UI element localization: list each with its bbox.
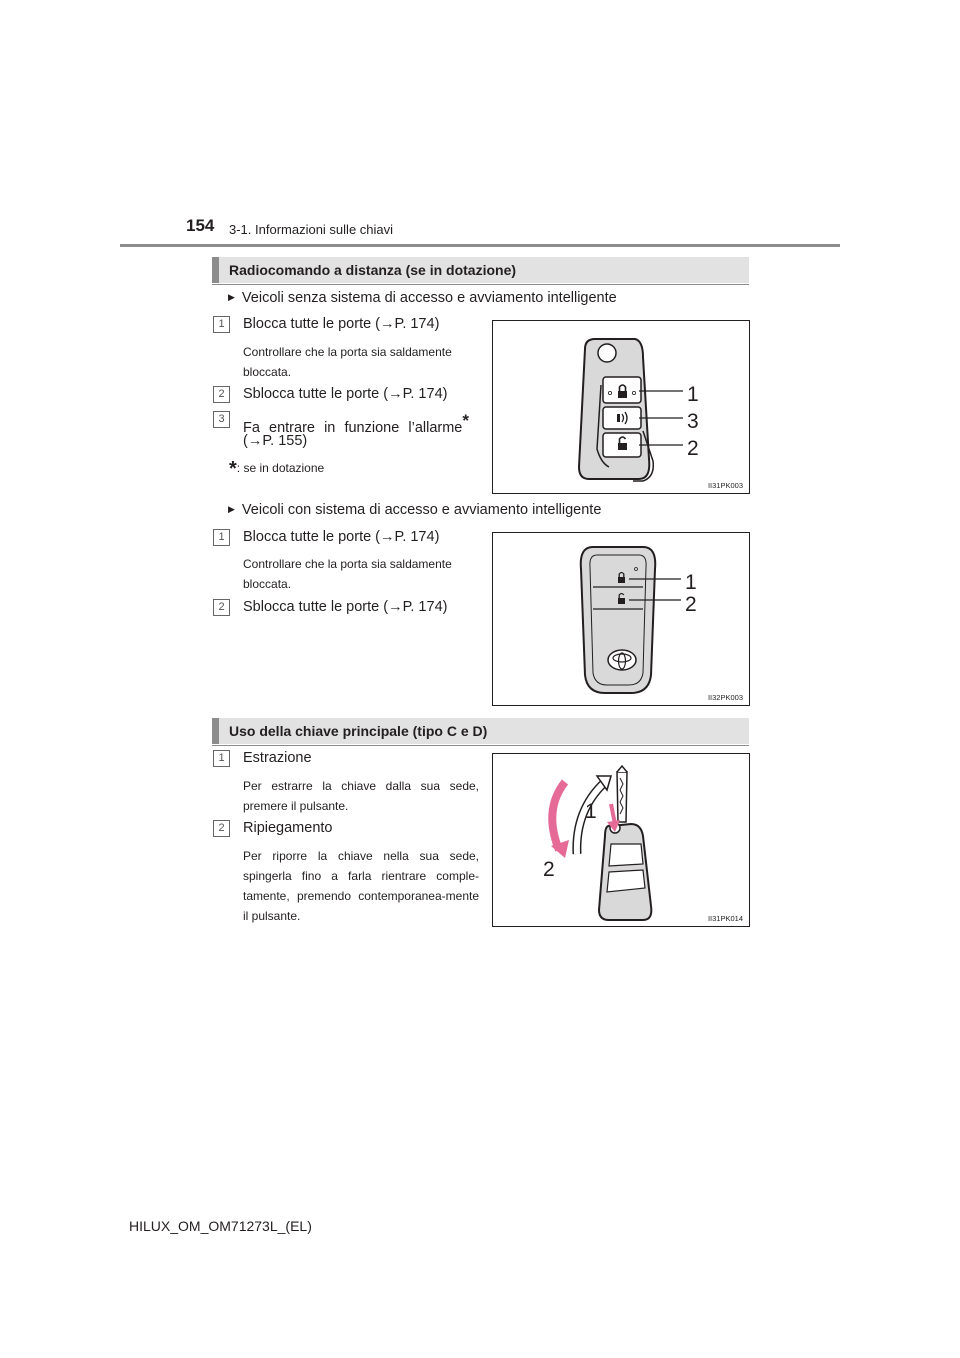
item-note-extraction: Per estrarre la chiave dalla sua sede, premere il pulsante. [243, 779, 479, 813]
item-alarm-ref: (→P. 155) [243, 433, 308, 449]
triangle-bullet-icon: ▶ [228, 292, 235, 302]
fold-arrow-icon [552, 782, 565, 850]
callout-number: 2 [685, 593, 697, 616]
item-unlock-all: Sblocca tutte le porte (→P. 174) [243, 386, 448, 402]
key-folding-illustration [493, 754, 749, 926]
triangle-bullet-icon: ▶ [228, 504, 235, 514]
callout-number: 2 [687, 437, 699, 460]
asterisk-mark: * [462, 411, 469, 430]
item-number-badge: 3 [213, 411, 230, 428]
item-note-lock: Controllare che la porta sia saldamente bloccata. [243, 345, 452, 379]
figure-code: II32PK003 [707, 693, 743, 702]
figure-code: II31PK003 [707, 481, 743, 490]
item-note-folding: Per riporre la chiave nella sua sede, spingerla fino a farla rientrare comple-tamente, premendo contemporanea-mente il pulsante. [243, 849, 479, 923]
subhead-with-smart-entry [228, 502, 601, 518]
page-number: 154 [186, 216, 215, 235]
subhead-text: Veicoli con sistema di accesso e avviamento intelligente [241, 502, 602, 518]
chapter-title: 3-1. Informazioni sulle chiavi [229, 222, 394, 237]
button-alarm-shape [603, 407, 641, 429]
footnote [229, 458, 324, 481]
toyota-logo-icon [608, 650, 636, 670]
callout-number: 1 [585, 800, 597, 823]
subhead-without-smart-entry [228, 290, 617, 306]
figure-code: II31PK014 [707, 914, 743, 923]
callout-number: 3 [687, 410, 699, 433]
key-blade-tip [617, 766, 627, 772]
smart-key-illustration [493, 533, 749, 705]
item-alarm-text: Fa entrare in funzione l’allarme [243, 419, 463, 436]
item-number-badge: 2 [213, 386, 230, 403]
callout-number: 2 [543, 858, 555, 881]
remote-flip-key-illustration [493, 321, 749, 493]
callout-number: 1 [685, 571, 697, 594]
item-note-lock: Controllare che la porta sia saldamente bloccata. [243, 557, 452, 591]
item-lock-all: Blocca tutte le porte (→P. 174) [243, 316, 440, 332]
item-extraction: Estrazione [243, 750, 312, 766]
item-number-badge: 1 [213, 750, 230, 767]
figure-remote-flip-key [492, 320, 750, 494]
item-number-badge: 2 [213, 820, 230, 837]
item-number-badge: 2 [213, 599, 230, 616]
key-ring-hole [598, 344, 616, 362]
asterisk-mark: * [229, 458, 237, 480]
item-number-badge: 1 [213, 316, 230, 333]
item-unlock-all: Sblocca tutte le porte (→P. 174) [243, 599, 448, 615]
figure-key-folding [492, 753, 750, 927]
footnote-text: : se in dotazione [236, 461, 325, 475]
callout-number: 1 [687, 383, 699, 406]
figure-smart-key [492, 532, 750, 706]
item-number-badge: 1 [213, 529, 230, 546]
section-heading-master-key: Uso della chiave principale (tipo C e D) [212, 718, 749, 744]
item-lock-all: Blocca tutte le porte (→P. 174) [243, 529, 440, 545]
item-folding: Ripiegamento [243, 820, 333, 836]
button-lock-shape [603, 377, 641, 403]
header-rule [120, 244, 840, 247]
section-heading-remote: Radiocomando a distanza (se in dotazione) [212, 257, 749, 283]
footer-doc-code: HILUX_OM_OM71273L_(EL) [129, 1218, 312, 1234]
subhead-text: Veicoli senza sistema di accesso e avviamento intelligente [241, 290, 617, 306]
